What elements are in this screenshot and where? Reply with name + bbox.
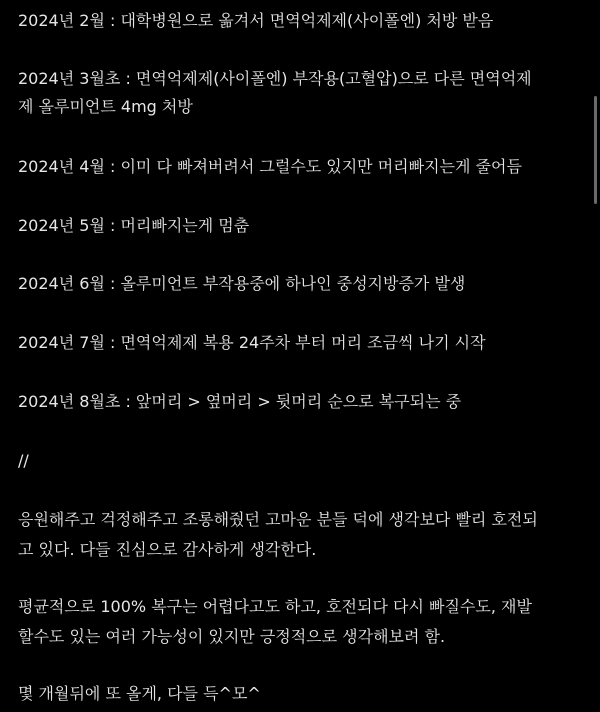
paragraph-line: 할수도 있는 여러 가능성이 있지만 긍정적으로 생각해보려 함. [18,627,446,646]
timeline-line: 2024년 2월 : 대학병원으로 옮겨서 면역억제제(사이폴엔) 처방 받음 [18,11,494,30]
paragraph-line: 평균적으로 100% 복구는 어렵다고도 하고, 호전되다 다시 빠질수도, 재발 [18,597,532,616]
section-divider: // [18,451,29,470]
timeline-line: 2024년 4월 : 이미 다 빠져버려서 그럴수도 있지만 머리빠지는게 줄어듬 [18,157,522,176]
scrollbar[interactable] [594,96,597,204]
paragraph-line: 고 있다. 다들 진심으로 감사하게 생각한다. [18,540,317,559]
timeline-line: 2024년 6월 : 올루미언트 부작용중에 하나인 중성지방증가 발생 [18,274,466,293]
closing-line: 몇 개월뒤에 또 올게, 다들 득^모^ [18,684,261,703]
timeline-line: 2024년 3월초 : 면역억제제(사이폴엔) 부작용(고혈압)으로 다른 면역억제 [18,69,532,88]
timeline-line: 제 올루미언트 4mg 처방 [18,97,193,116]
timeline-line: 2024년 5월 : 머리빠지는게 멈춤 [18,216,250,235]
timeline-line: 2024년 8월초 : 앞머리 > 옆머리 > 뒷머리 순으로 복구되는 중 [18,392,462,411]
paragraph-line: 응원해주고 걱정해주고 조롱해줬던 고마운 분들 덕에 생각보다 빨리 호전되 [18,510,538,529]
timeline-line: 2024년 7월 : 면역억제제 복용 24주차 부터 머리 조금씩 나기 시작 [18,333,486,352]
